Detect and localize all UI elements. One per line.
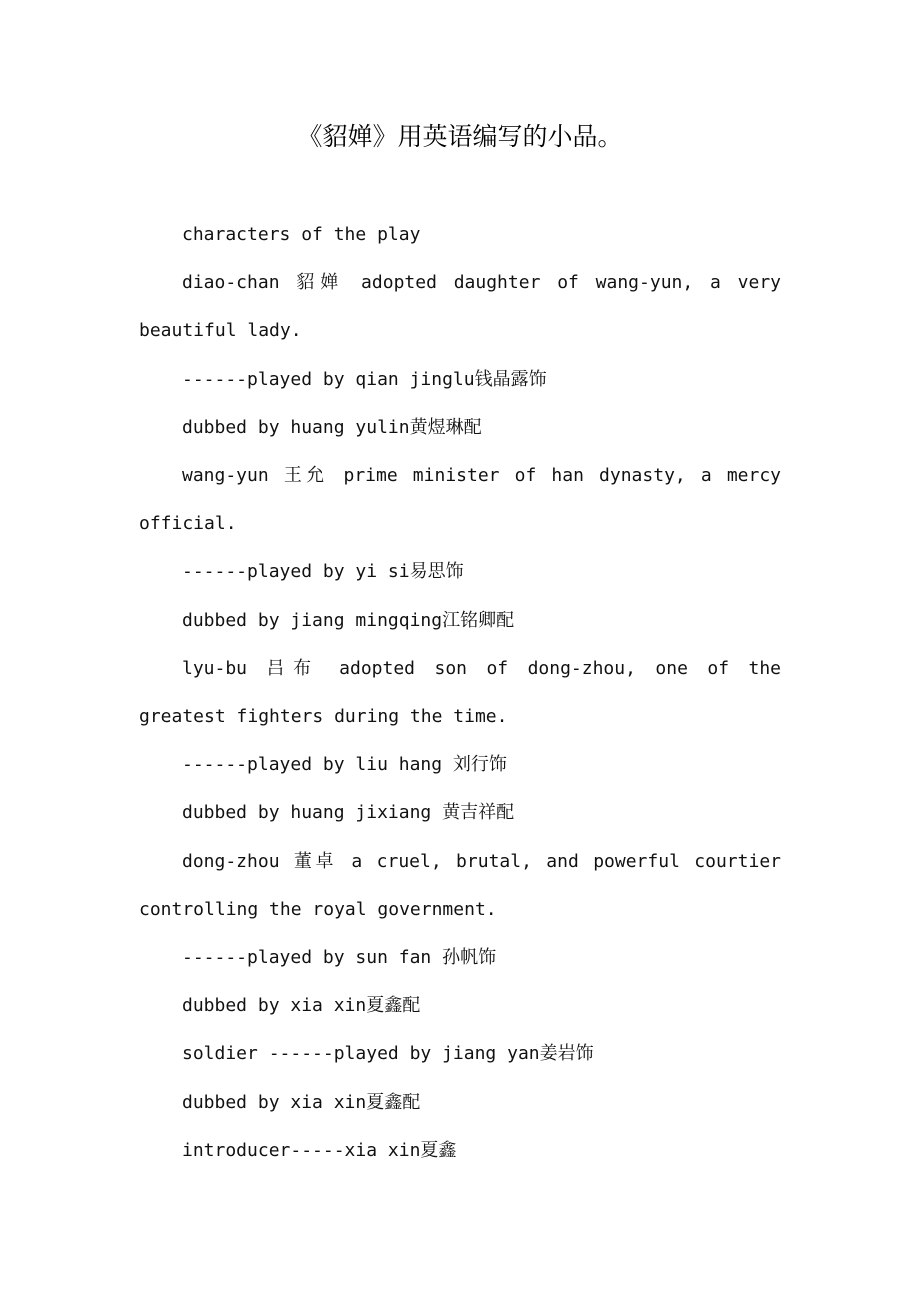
- paragraph-dong-zhou-dubbed-by: dubbed by xia xin夏鑫配: [182, 995, 421, 1017]
- paragraph-diao-chan-played-by: ------played by qian jinglu钱晶露饰: [182, 368, 547, 390]
- document-title: 《貂婵》用英语编写的小品。: [297, 122, 623, 151]
- paragraph-lyu-bu: lyu-bu 吕布 adopted son of dong-zhou, one of the greatest fighters during the time.: [139, 657, 781, 728]
- paragraph-characters-heading: characters of the play: [182, 224, 421, 245]
- paragraph-wang-yun: wang-yun 王允 prime minister of han dynasty, a mercy official.: [139, 465, 781, 535]
- paragraph-diao-chan: diao-chan 貂婵 adopted daughter of wang-yun, a very beautiful lady.: [139, 272, 781, 342]
- paragraph-lyu-bu-dubbed-by: dubbed by huang jixiang 黄吉祥配: [182, 802, 515, 824]
- paragraph-soldier-dubbed-by: dubbed by xia xin夏鑫配: [182, 1091, 421, 1113]
- paragraph-dong-zhou: dong-zhou 董卓 a cruel, brutal, and powerful courtier controlling the royal government.: [139, 850, 781, 920]
- paragraph-lyu-bu-played-by: ------played by liu hang 刘行饰: [182, 754, 507, 776]
- paragraph-wang-yun-dubbed-by: dubbed by jiang mingqing江铭卿配: [182, 609, 515, 631]
- paragraph-diao-chan-dubbed-by: dubbed by huang yulin黄煜琳配: [182, 416, 482, 438]
- paragraph-soldier: soldier ------played by jiang yan姜岩饰: [182, 1043, 594, 1065]
- paragraph-wang-yun-played-by: ------played by yi si易思饰: [182, 561, 464, 583]
- document-body: [139, 211, 781, 1175]
- paragraph-dong-zhou-played-by: ------played by sun fan 孙帆饰: [182, 947, 497, 969]
- paragraph-introducer: introducer-----xia xin夏鑫: [182, 1139, 457, 1161]
